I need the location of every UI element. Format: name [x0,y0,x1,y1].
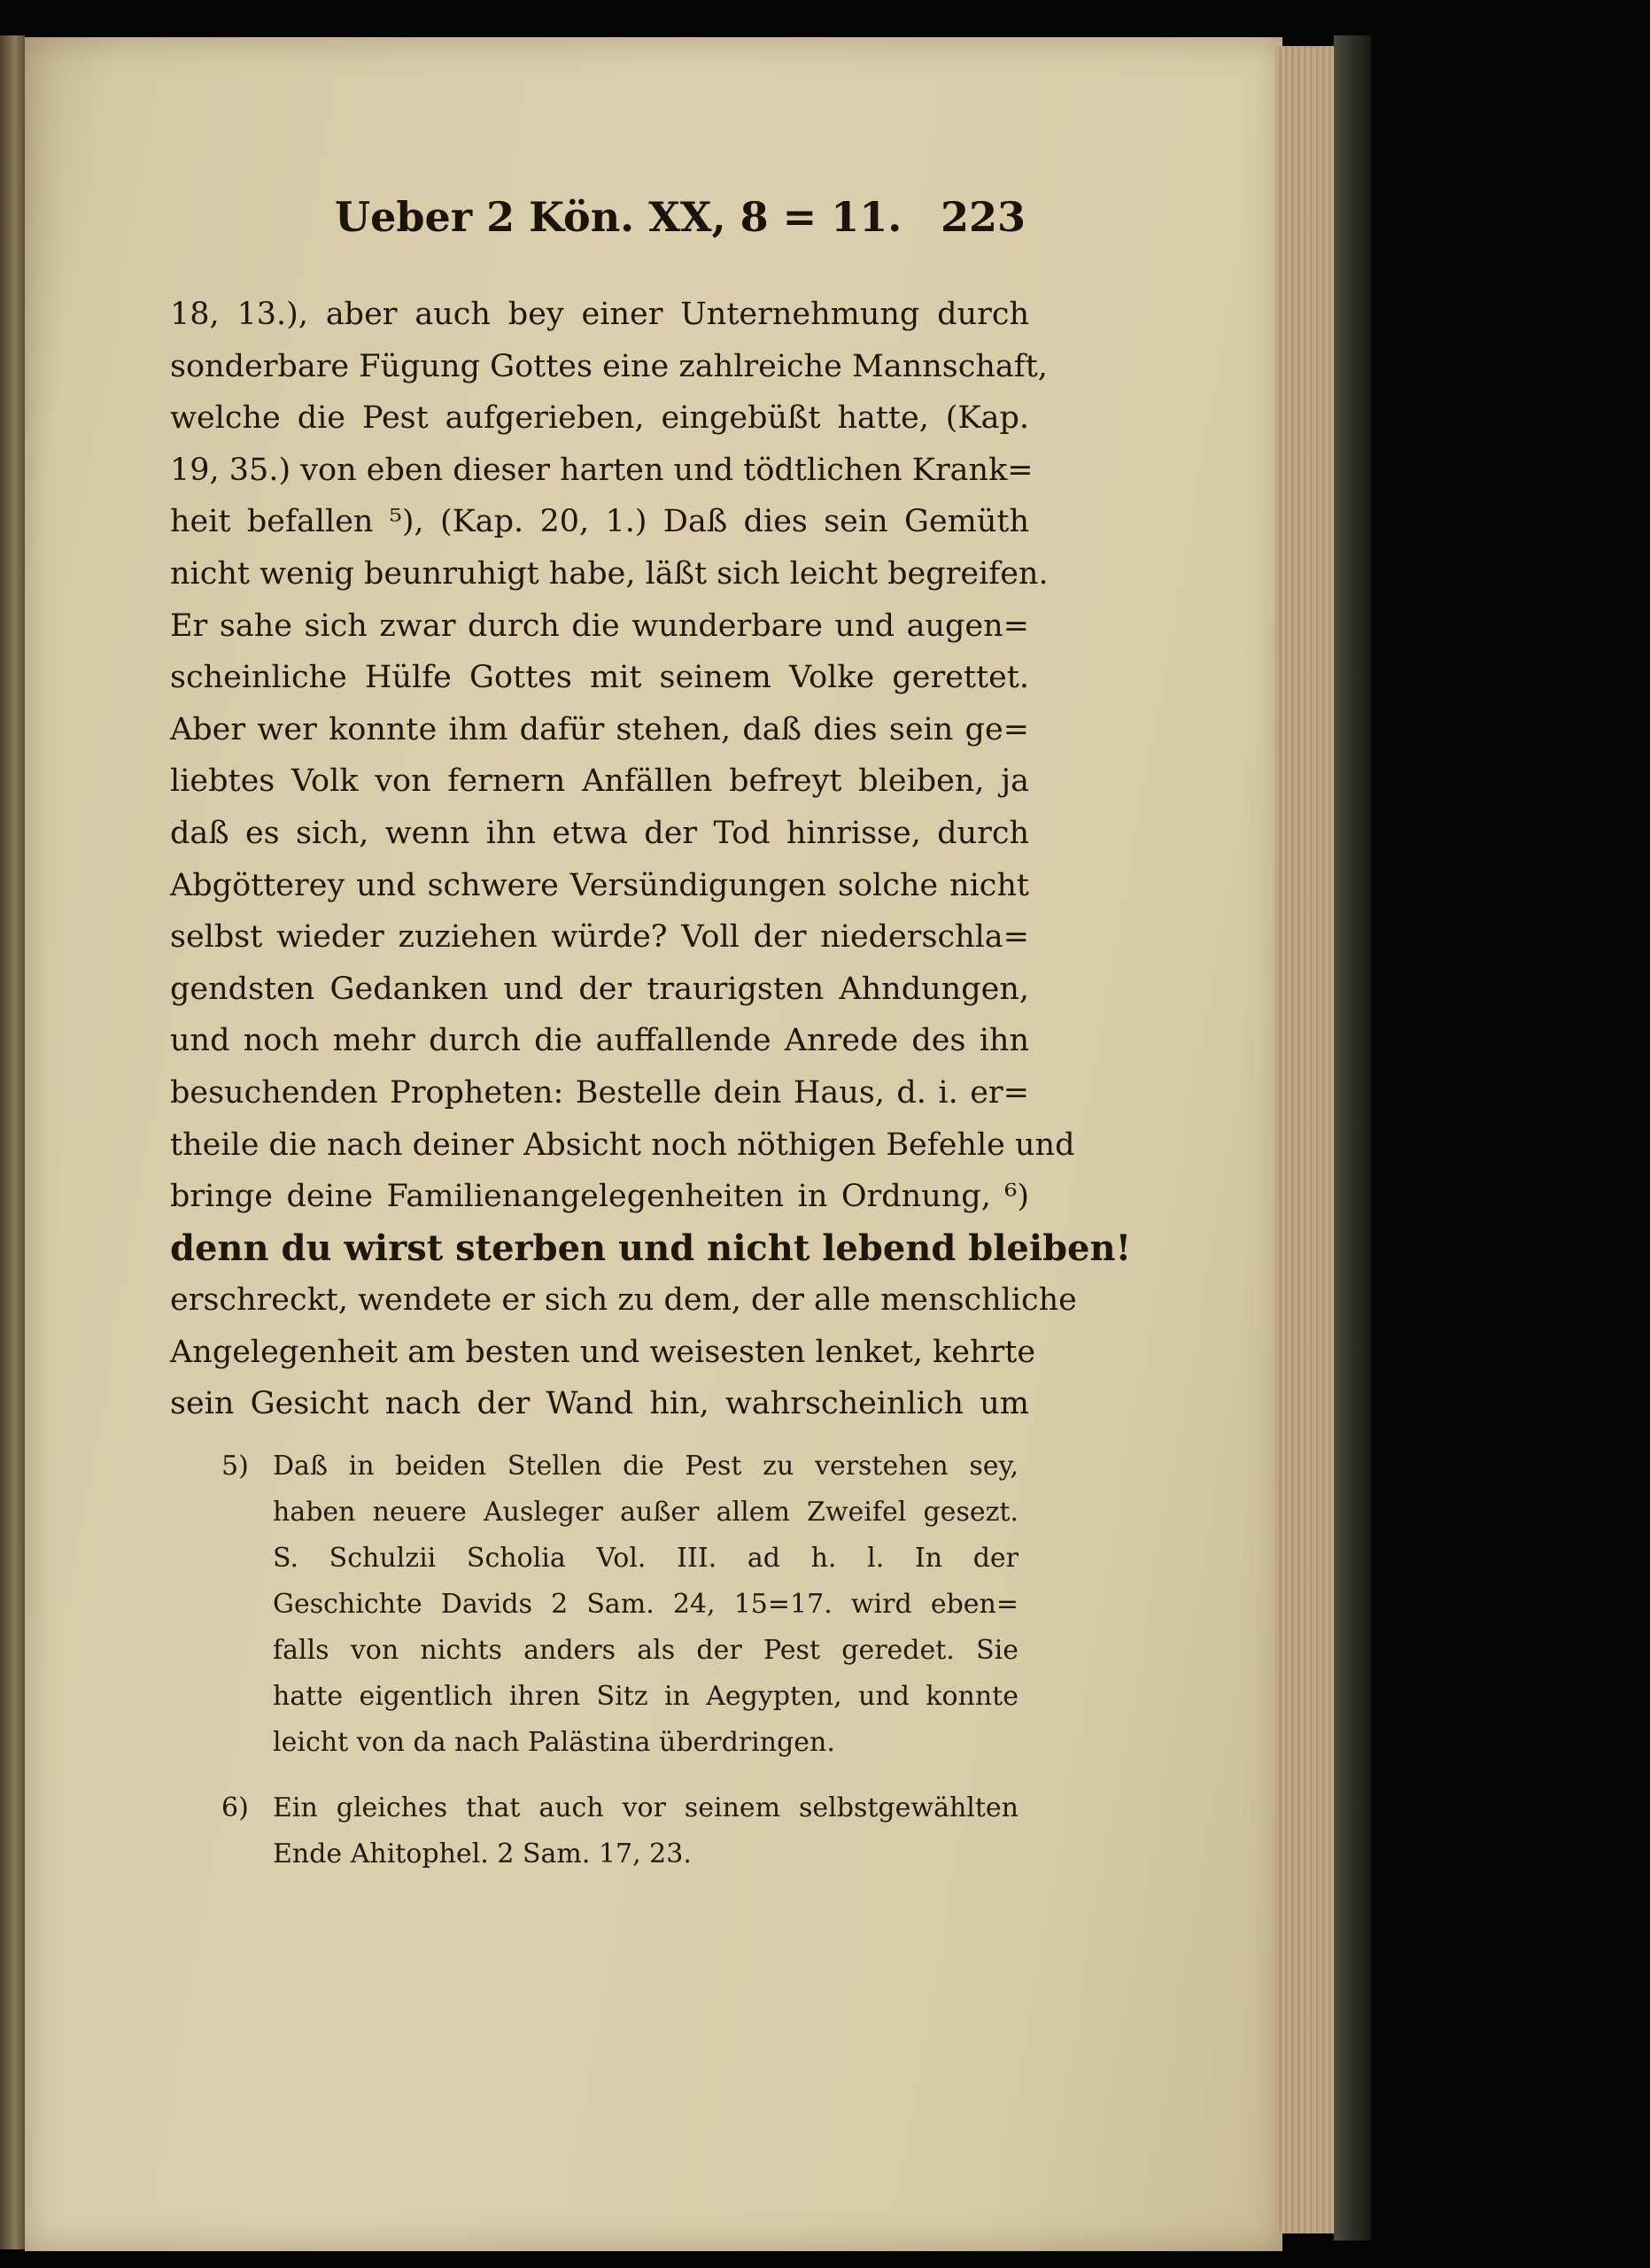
body-line: daß es sich, wenn ihn etwa der Tod hinrisse, durch [170,815,1029,851]
footnote-line: Daß in beiden Stellen die Pest zu verstehen sey, [273,1451,1019,1482]
footnote-line: Ende Ahitophel. 2 Sam. 17, 23. [273,1838,692,1869]
running-head [335,193,1026,255]
book-cover-edge [1334,35,1371,2241]
page-number: 223 [940,193,1026,241]
body-line-emphasized: denn du wirst sterben und nicht lebend bleiben! [170,1227,1132,1269]
body-line: 18, 13.), aber auch bey einer Unternehmung durch [170,297,1029,332]
body-line: heit befallen ⁵), (Kap. 20, 1.) Daß dies sein Gemüth [170,504,1029,540]
body-line: theile die nach deiner Absicht noch nöthigen Befehle und [170,1126,1075,1163]
footnote-line: Geschichte Davids 2 Sam. 24, 15=17. wird eben= [273,1589,1019,1620]
body-line: Er sahe sich zwar durch die wunderbare und augen= [170,608,1029,644]
previous-page-edge [0,35,25,2249]
body-line: 19, 35.) von eben dieser harten und tödtlichen Krank= [170,452,1034,488]
body-line: und noch mehr durch die auffallende Anrede des ihn [170,1023,1029,1059]
footnote-line: haben neuere Ausleger außer allem Zweifel gesezt. [273,1497,1019,1528]
footnote-line: Ein gleiches that auch vor seinem selbstgewählten [273,1792,1019,1823]
footnote-line: hatte eigentlich ihren Sitz in Aegypten, und konnte [273,1681,1019,1712]
footnote-6 [221,1785,1019,1877]
body-line: Aber wer konnte ihm dafür stehen, daß dies sein ge= [170,711,1029,747]
running-head-title: Ueber 2 Kön. XX, 8 = 11. [335,193,902,241]
body-line: bringe deine Familienangelegenheiten in Ordnung, ⁶) [170,1179,1029,1215]
footnotes [221,1444,1019,1897]
footnote-marker: 5) [221,1451,249,1482]
footnote-line: S. Schulzii Scholia Vol. III. ad h. l. In der [273,1543,1019,1574]
body-line: welche die Pest aufgerieben, eingebüßt hatte, (Kap. [170,400,1029,437]
footnote-5 [221,1444,1019,1766]
body-text [170,289,1132,1430]
body-line: gendsten Gedanken und der traurigsten Ahndungen, [170,971,1029,1007]
body-line: sein Gesicht nach der Wand hin, wahrscheinlich um [170,1386,1029,1422]
body-line: selbst wieder zuziehen würde? Voll der niederschla= [170,919,1029,956]
body-line: erschreckt, wendete er sich zu dem, der alle menschliche [170,1282,1077,1319]
page-edges-stack [1275,46,1334,2233]
body-line: liebtes Volk von fernern Anfällen befreyt bleiben, ja [170,763,1029,800]
body-line: nicht wenig beunruhigt habe, läßt sich leicht begreifen. [170,555,1049,592]
footnote-marker: 6) [221,1792,249,1823]
footnote-line: falls von nichts anders als der Pest geredet. Sie [273,1635,1019,1666]
body-line: Angelegenheit am besten und weisesten lenket, kehrte [170,1334,1036,1370]
body-line: Abgötterey und schwere Versündigungen solche nicht [170,867,1029,903]
footnote-line: leicht von da nach Palästina überdringen. [273,1727,835,1758]
body-line: scheinliche Hülfe Gottes mit seinem Volke gerettet. [170,660,1029,696]
body-line: besuchenden Propheten: Bestelle dein Haus, d. i. er= [170,1074,1029,1111]
body-line: sonderbare Fügung Gottes eine zahlreiche Mannschaft, [170,348,1048,384]
